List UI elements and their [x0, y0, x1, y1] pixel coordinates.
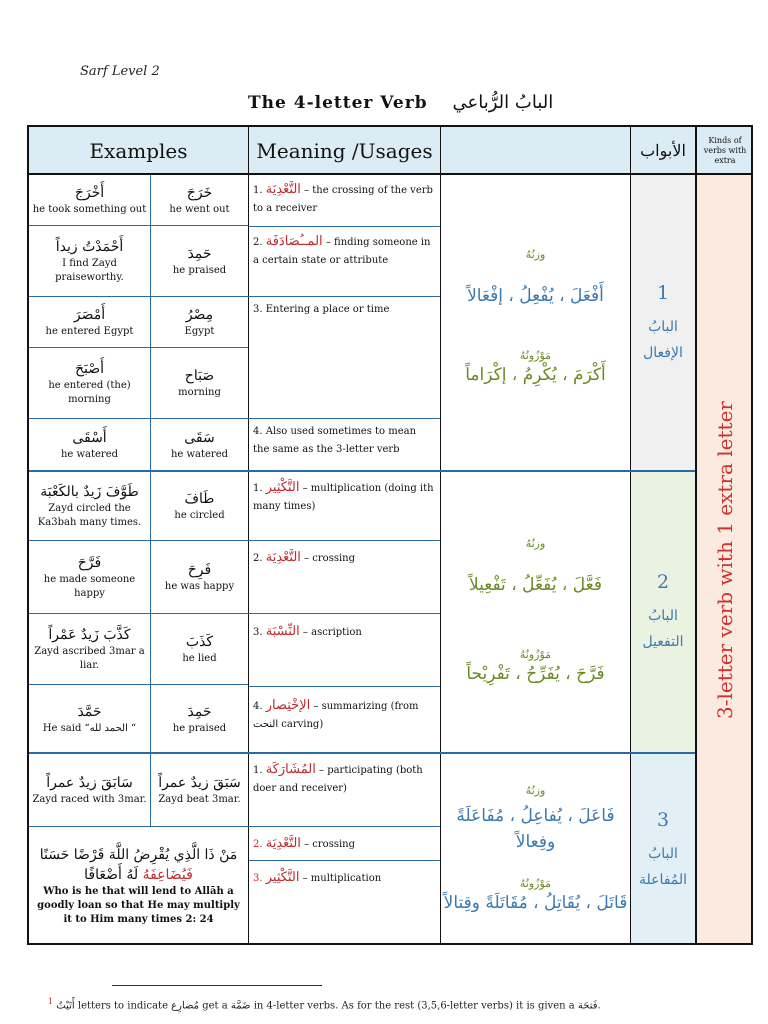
meaning-header: Meaning /Usages — [249, 127, 440, 174]
arabic-verb: حَمَّدَ — [77, 703, 102, 720]
bab-1-name: الإفعال — [643, 344, 683, 361]
meaning-term: المــُصَادَفَة — [265, 234, 323, 249]
meaning-text: – multiplication — [302, 873, 382, 884]
translation: Zayd beat 3mar. — [158, 794, 241, 805]
verse-red-word: فَيُضَاعِفَهُ — [142, 867, 193, 883]
arabic-verb: طَوَّفَ زَيدٌ بالكَعْبَة — [40, 484, 139, 500]
verse-arabic-line1: مَنْ ذَا الَّذِي يُقْرِضُ اللَّهَ قَرْضًا حَسَنًا — [39, 847, 238, 863]
translation: Zayd raced with 3mar. — [32, 794, 147, 805]
translation: he made someone happy — [43, 574, 136, 599]
bab-3-number: 3 — [656, 808, 670, 831]
meaning-term: المُشَارَكَة — [265, 762, 316, 777]
divider — [29, 752, 695, 754]
arabic-verb: سَقَى — [184, 429, 215, 446]
bab-3-label: البابُ — [648, 845, 678, 862]
sarf-level-note: Sarf Level 2 — [80, 64, 160, 79]
divider — [150, 175, 151, 826]
translation: he praised — [172, 265, 227, 276]
divider — [29, 225, 248, 226]
verse-rest: لَهُ أَضْعَافًا — [84, 867, 139, 883]
divider — [29, 540, 440, 541]
divider — [27, 173, 753, 175]
translation: morning — [178, 387, 221, 398]
bab-2-number: 2 — [656, 571, 670, 593]
meaning-number: 1. — [253, 765, 263, 776]
meaning-text: – ascription — [302, 627, 362, 638]
mawzun-1-label: مَوْزُونُهُ — [519, 348, 552, 362]
translation: he praised — [172, 722, 227, 734]
mawzun-1-formula: أَكْرَمَ ، يُكْرِمُ ، إكْرَاماً — [465, 364, 606, 385]
arabic-verb: أَسْقَى — [72, 429, 107, 446]
meaning-number: 3. — [253, 304, 263, 315]
divider — [29, 347, 248, 348]
mawzun-2-label: مَوْزُونُهُ — [519, 648, 552, 661]
bab-2-name: التفعيل — [642, 634, 684, 650]
translation: I find Zayd praiseworthy. — [55, 258, 124, 283]
translation: he went out — [169, 204, 230, 215]
translation: Zayd circled the Ka3bah many times. — [37, 503, 142, 528]
arabic-verb: طَافَ — [184, 491, 215, 507]
arabic-verb: كَذَبَ — [185, 634, 214, 650]
meaning-term: التَّعْدِيَة — [265, 182, 301, 197]
meaning-term: التَّكْثِير — [265, 870, 300, 885]
bab-1-label: البابُ — [648, 318, 678, 335]
wazn-3-formula: فَاعَلَ ، يُفاعِلُ ، مُفَاعَلَةً وفِعالاً — [456, 805, 615, 852]
meaning-term: التَّعْدِيَة — [265, 836, 301, 851]
wazn-3-label: وزنُهُ — [525, 783, 546, 797]
arabic-verb: أَمْصَرَ — [73, 307, 106, 323]
arabic-verb: سَبَقَ زيدٌ عمراً — [158, 775, 241, 791]
meaning-text: – participating (both doer and receiver) — [253, 765, 423, 794]
side-label: 3-letter verb with 1 extra letter — [713, 401, 737, 719]
meaning-text: – multiplication (doing ith many times) — [253, 483, 434, 512]
footnote — [48, 997, 738, 1011]
translation: Zayd ascribed 3mar a liar. — [34, 646, 145, 671]
meaning-number: 4. — [253, 701, 263, 712]
wazn-2-formula: فَعَّلَ ، يُفَعِّلُ ، تَفْعِيلاً — [468, 575, 602, 595]
arabic-verb: صَبَاح — [184, 368, 215, 384]
meaning-number: 3. — [253, 627, 263, 638]
divider — [249, 860, 440, 861]
meaning-number: 1. — [253, 185, 263, 196]
meaning-number: 2. — [253, 553, 263, 564]
divider — [29, 296, 440, 297]
meaning-text: – the crossing of the verb to a receiver — [253, 185, 433, 214]
meaning-text: – finding someone in a certain state or attribute — [253, 237, 431, 266]
arabic-verb: خَرَجَ — [186, 185, 213, 201]
abwab-header: الأبواب — [631, 127, 695, 174]
divider — [29, 418, 440, 419]
footnote-mark: 1 — [48, 997, 54, 1006]
footnote-divider — [112, 985, 322, 986]
bab-2-label: البابُ — [648, 608, 678, 624]
divider — [248, 125, 249, 945]
meaning-term: التَّكْثِير — [265, 480, 300, 495]
translation: he lied — [182, 653, 217, 664]
arabic-verb: فَرِحَ — [187, 562, 212, 578]
translation: he circled — [174, 510, 225, 521]
examples-header: Examples — [29, 127, 248, 174]
meaning-text: – crossing — [304, 839, 355, 850]
divider — [29, 826, 440, 827]
mawzun-2-formula: فَرَّحَ ، يُفَرِّحُ ، تَفْرِيْحاً — [466, 664, 605, 684]
arabic-verb: أَصْبَحَ — [74, 361, 105, 377]
translation: he watered — [60, 448, 119, 460]
meaning-text: – summarizing (from النحت carving) — [253, 701, 419, 730]
meaning-number: 2. — [253, 237, 263, 248]
mawzun-3-formula: قَاتَلَ ، يُقَاتِلُ ، مُقَاتَلَةً وقِتالاً — [443, 892, 628, 913]
wazn-2-label: وزنُهُ — [525, 537, 546, 550]
title-english: The 4-letter Verb — [248, 93, 428, 113]
translation: Egypt — [184, 326, 215, 337]
kinds-header: Kinds of verbs with extra — [697, 127, 753, 174]
arabic-verb: فَرَّحَ — [77, 555, 102, 571]
meaning-term: التَّعْدِيَة — [265, 550, 301, 565]
table-border — [27, 125, 753, 945]
meaning-text: Also used sometimes to mean the same as the 3-letter verb — [253, 426, 417, 455]
wazn-1-formula: أَفْعَلَ ، يُفْعِلُ ، إفْعَالاً — [467, 285, 604, 306]
translation: he took something out — [32, 204, 147, 215]
translation: He said “الحمد لله “ — [42, 722, 137, 734]
divider — [29, 470, 695, 472]
mawzun-3-label: مَوْزُونُهُ — [519, 876, 552, 890]
arabic-verb: أَحْمَدْتُ زيداً — [55, 239, 124, 255]
arabic-verb: كَذَّبَ زَيدٌ عَمْراً — [48, 627, 131, 643]
divider — [249, 686, 440, 687]
divider — [29, 684, 248, 685]
divider — [440, 125, 441, 945]
translation: he watered — [170, 448, 229, 460]
translation: he entered Egypt — [45, 326, 134, 337]
divider — [630, 125, 631, 945]
footnote-text: أَتَيْتُ letters to indicate مُضارِع get a ضَمَّة in 4-letter verbs. As for the rest (3,5,6-letter verbs) it is given a فَتحَة. — [56, 1000, 601, 1012]
arabic-verb: حَمِدَ — [187, 246, 212, 262]
arabic-verb: مِصْرُ — [185, 307, 214, 323]
meaning-term: الإخْتِصار — [265, 698, 311, 713]
arabic-verb: حَمِدَ — [187, 703, 212, 720]
divider — [249, 226, 440, 227]
translation: he entered (the) morning — [48, 380, 131, 405]
meaning-text: – crossing — [304, 553, 355, 564]
translation: he was happy — [164, 581, 235, 592]
wazn-1-label: وزنُهُ — [525, 247, 546, 261]
divider — [695, 125, 697, 945]
bab-1-number: 1 — [656, 281, 670, 304]
meaning-number: 1. — [253, 483, 263, 494]
meaning-number: 4. — [253, 426, 263, 437]
title-arabic: البابُ الرُّباعي — [452, 92, 554, 113]
meaning-text: Entering a place or time — [265, 304, 390, 315]
arabic-verb: سَابَقَ زيدٌ عمراً — [46, 775, 133, 791]
page-title — [248, 92, 553, 113]
divider — [29, 613, 440, 614]
meaning-number: 3. — [253, 873, 263, 884]
meaning-term: النِّسْبَة — [265, 624, 300, 639]
meaning-number: 2. — [253, 839, 263, 850]
arabic-verb: أَخْرَجَ — [74, 185, 105, 201]
bab-3-name: المُفاعلة — [638, 871, 688, 888]
verse-english: Who is he that will lend to Allāh a goodly loan so that He may multiply it to Him many times 2: 24 — [37, 886, 240, 925]
